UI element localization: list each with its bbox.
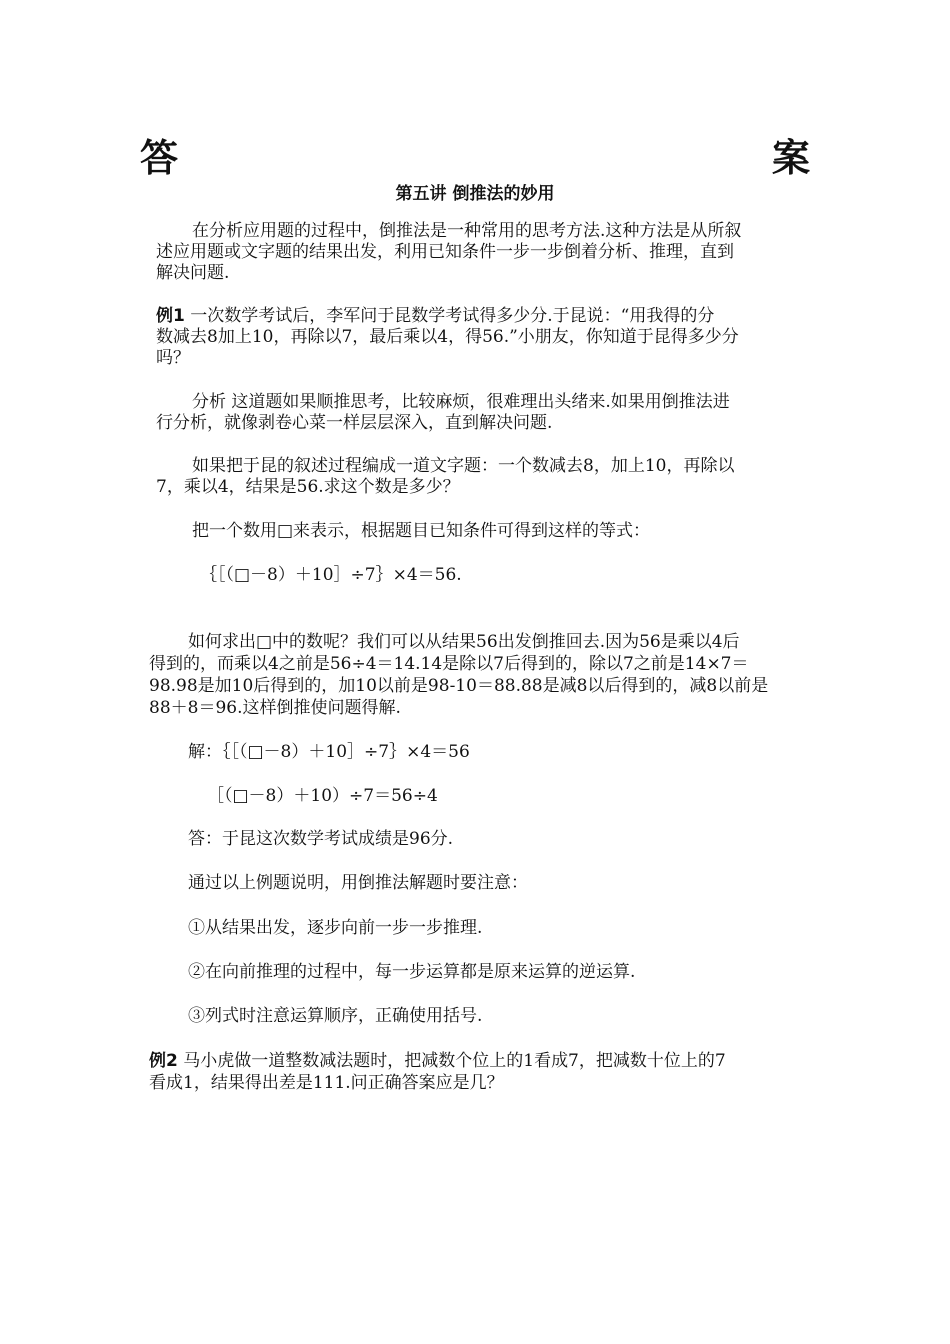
reasoning-line-1: 如何求出□中的数呢？我们可以从结果56出发倒推回去.因为56是乘以4后 (188, 632, 740, 652)
restate-line-1: 如果把于昆的叙述过程编成一道文字题：一个数减去8，加上10，再除以 (192, 456, 735, 476)
example1-line-3: 吗？ (156, 348, 190, 368)
example1-label: 例1 (156, 306, 185, 326)
example1-text: 一次数学考试后，李军问于昆数学考试得多少分.于昆说：“用我得的分 (184, 306, 715, 326)
note-3: ③列式时注意运算顺序，正确使用括号. (188, 1006, 483, 1026)
example1-line-2: 数减去8加上10，再除以7，最后乘以4，得56.”小朋友，你知道于昆得多少分 (156, 327, 739, 347)
lesson-title: 第五讲 倒推法的妙用 (395, 184, 555, 204)
example2-line-1 (149, 1051, 726, 1072)
reasoning-line-2: 得到的，而乘以4之前是56÷4＝14.14是除以7后得到的，除以7之前是14×7＝ (149, 654, 749, 674)
equation: ｛［（□－8）＋10］÷7｝×4＝56. (200, 565, 462, 585)
answer: 答：于昆这次数学考试成绩是96分. (188, 829, 454, 849)
restate-line-2: 7，乘以4，结果是56.求这个数是多少？ (156, 477, 460, 497)
example2-text: 马小虎做一道整数减法题时，把减数个位上的1看成7，把减数十位上的7 (177, 1051, 726, 1071)
intro-line-2: 述应用题或文字题的结果出发，利用已知条件一步一步倒着分析、推理，直到 (156, 242, 734, 262)
reasoning-line-3: 98.98是加10后得到的，加10以前是98-10＝88.88是减8以后得到的，减8以前是 (149, 676, 769, 696)
reasoning-line-4: 88＋8＝96.这样倒推使问题得解. (149, 698, 401, 718)
intro-line-3: 解决问题. (156, 263, 230, 283)
intro-line-1: 在分析应用题的过程中，倒推法是一种常用的思考方法.这种方法是从所叙 (192, 221, 742, 241)
header-left-char: 答 (140, 136, 179, 180)
analysis-line-1: 分析 这道题如果顺推思考，比较麻烦，很难理出头绪来.如果用倒推法进 (192, 392, 730, 412)
box-sentence: 把一个数用□来表示，根据题目已知条件可得到这样的等式： (192, 521, 651, 541)
solution-line-2: ［（□－8）＋10）÷7＝56÷4 (207, 786, 438, 806)
example1-line-1 (156, 306, 714, 327)
example2-line-2: 看成1，结果得出差是111.问正确答案应是几？ (149, 1073, 504, 1093)
example2-label: 例2 (149, 1051, 178, 1071)
note-2: ②在向前推理的过程中，每一步运算都是原来运算的逆运算. (188, 962, 636, 982)
note-1: ①从结果出发，逐步向前一步一步推理. (188, 918, 483, 938)
analysis-line-2: 行分析，就像剥卷心菜一样层层深入，直到解决问题. (156, 413, 553, 433)
note-intro: 通过以上例题说明，用倒推法解题时要注意： (188, 873, 528, 893)
header-right-char: 案 (772, 136, 811, 180)
solution-line-1: 解：｛［（□－8）＋10］÷7｝×4＝56 (188, 742, 470, 762)
